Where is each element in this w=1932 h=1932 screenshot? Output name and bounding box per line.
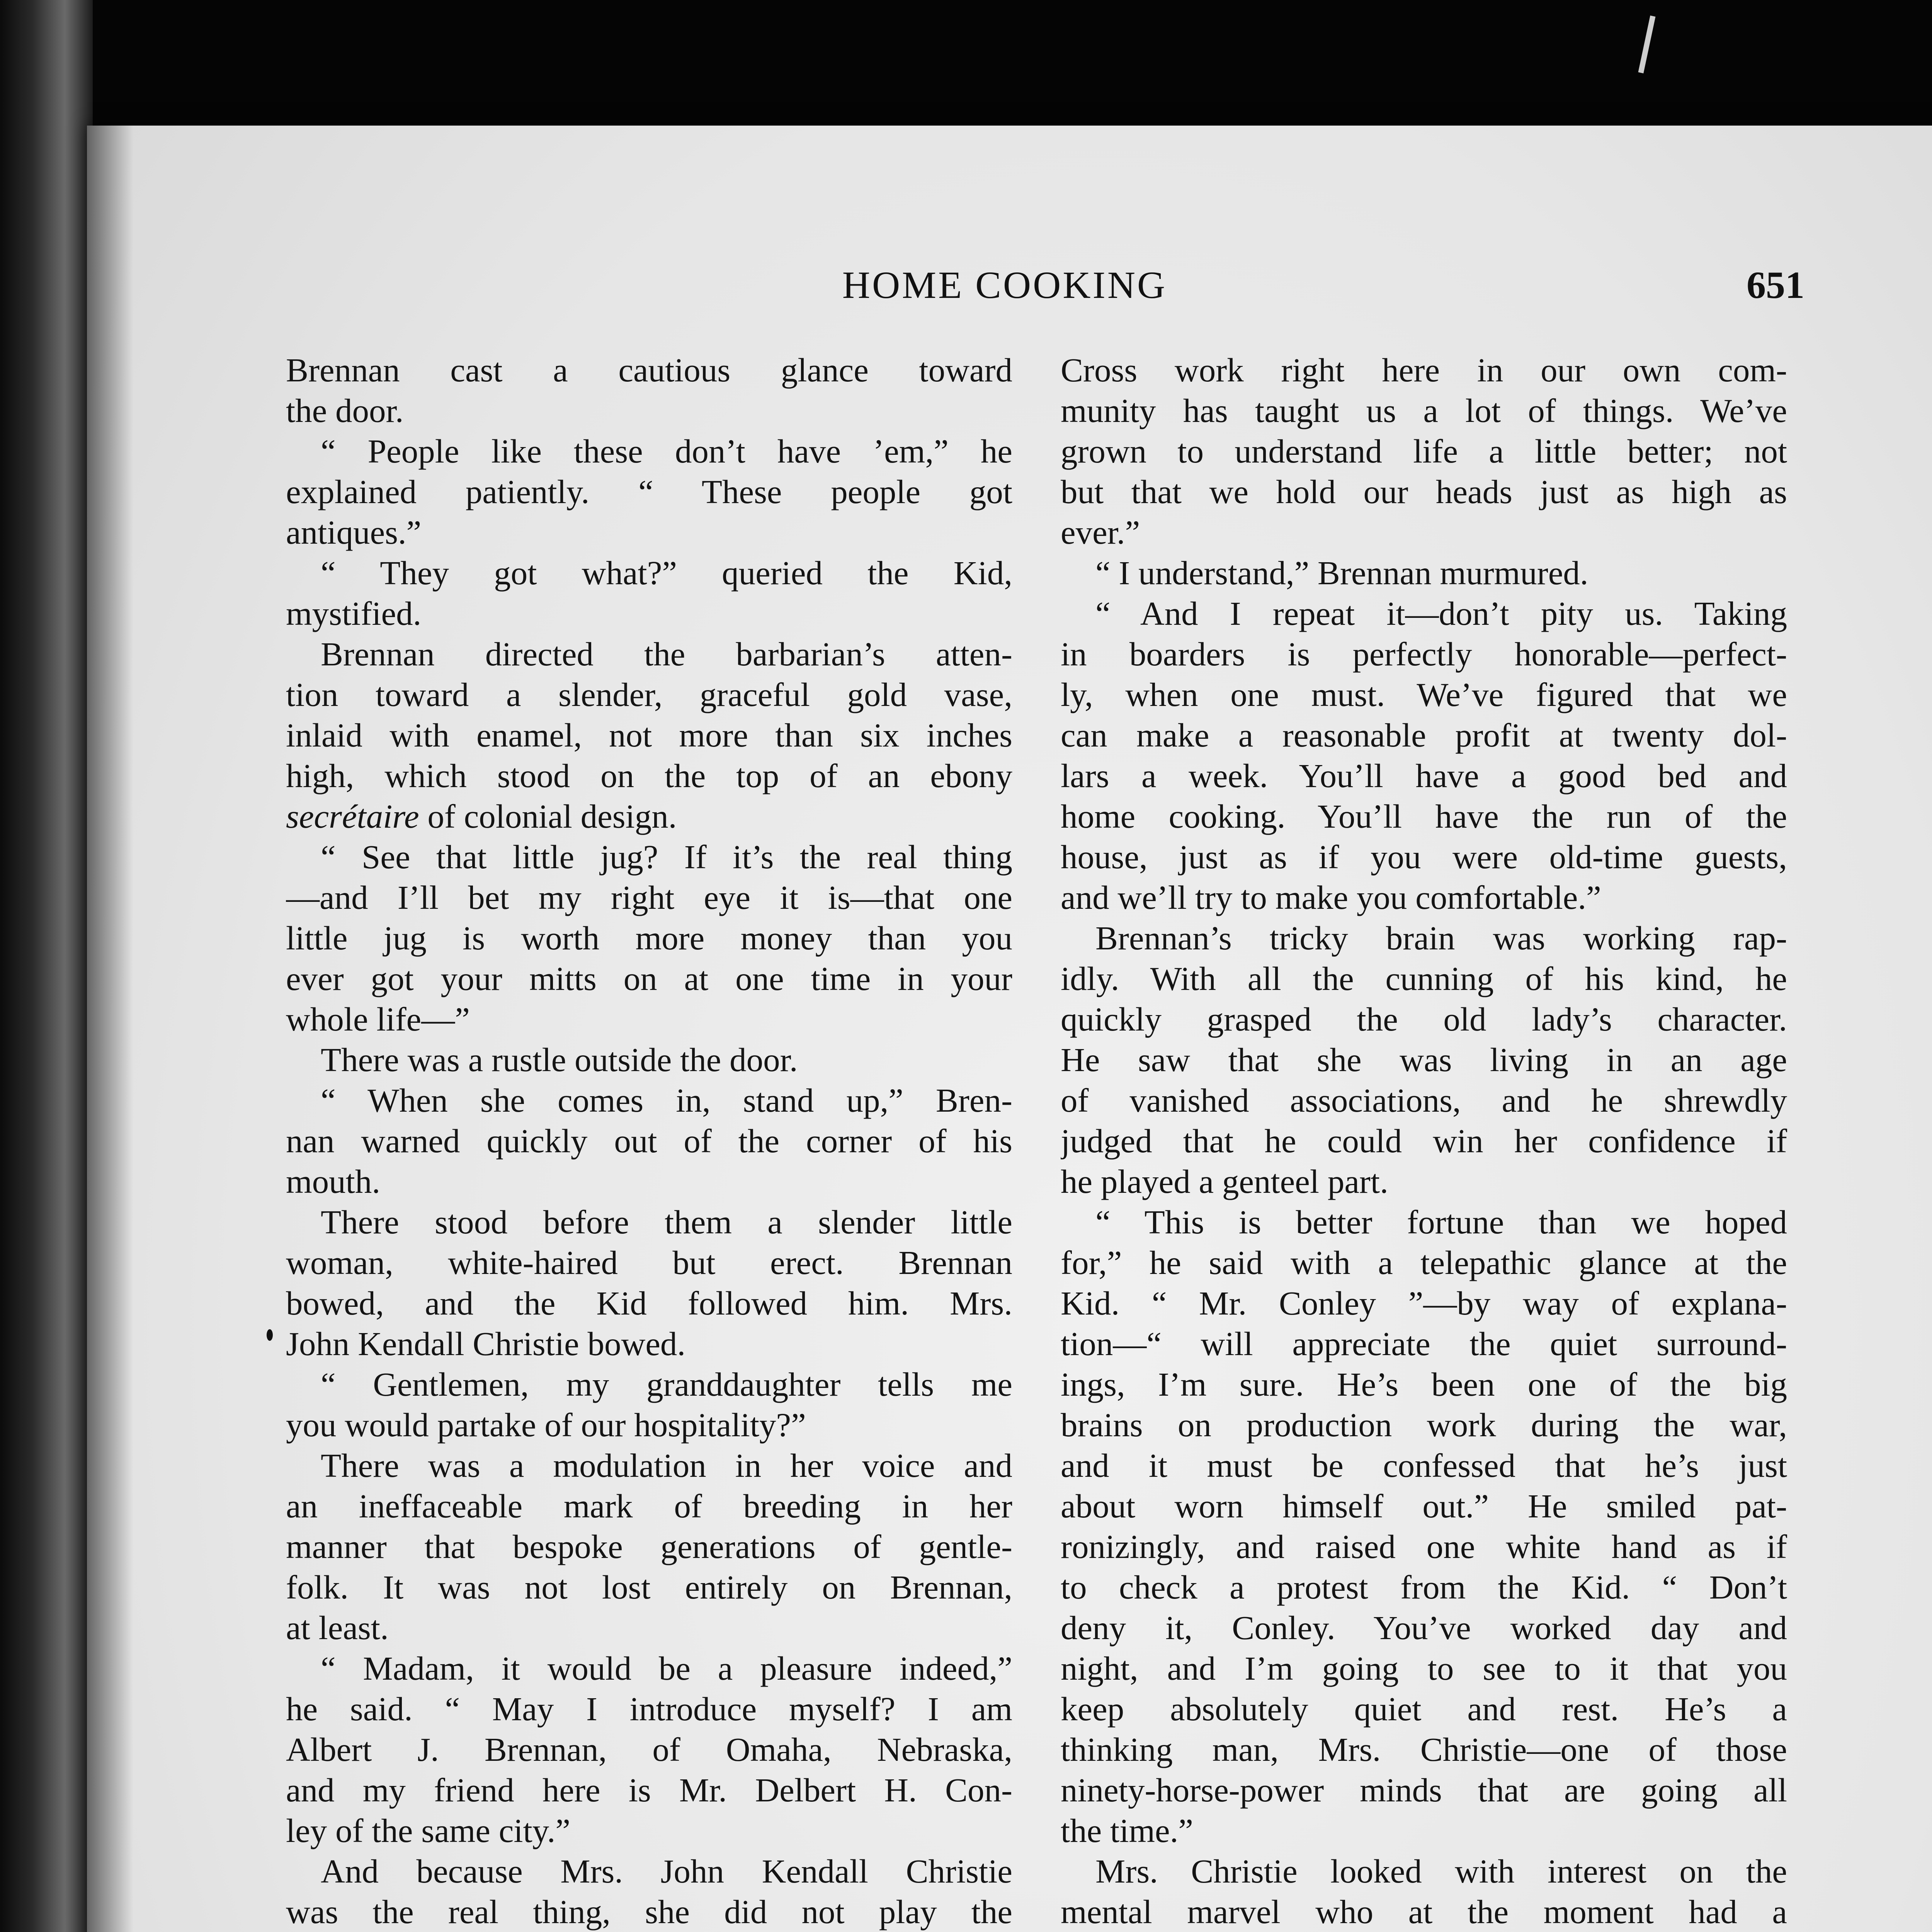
text-line: was the real thing, she did not play the (286, 1893, 1012, 1930)
text-line: bowed, and the Kid followed him. Mrs. (286, 1284, 1012, 1322)
text-line: antiques.” (286, 514, 422, 551)
print-speck (267, 1329, 273, 1341)
text-line: tion—“ will appreciate the quiet surround- (1061, 1325, 1787, 1362)
text-line: the door. (286, 392, 404, 429)
text-line: Brennan’s tricky brain was working rap- (1095, 919, 1787, 957)
text-line: “ Gentlemen, my granddaughter tells me (321, 1366, 1012, 1403)
text-line: thinking man, Mrs. Christie—one of those (1061, 1731, 1787, 1768)
page-number: 651 (1747, 264, 1804, 306)
text-line: mystified. (286, 595, 422, 632)
text-line: ings, I’m sure. He’s been one of the big (1061, 1366, 1787, 1403)
running-head: HOME COOKING (842, 264, 1167, 306)
text-line: whole life—” (286, 1000, 470, 1038)
text-line: tion toward a slender, graceful gold vase, (286, 676, 1012, 713)
text-line: There was a rustle outside the door. (321, 1041, 798, 1078)
text-line: “ People like these don’t have ’em,” he (321, 432, 1012, 470)
text-line: folk. It was not lost entirely on Brennan, (286, 1568, 1012, 1606)
text-line: little jug is worth more money than you (286, 919, 1012, 957)
text-line: “ Madam, it would be a pleasure indeed,” (321, 1650, 1012, 1687)
text-line: ever.” (1061, 514, 1140, 551)
text-line: Albert J. Brennan, of Omaha, Nebraska, (286, 1731, 1012, 1768)
text-line: ninety-horse-power minds that are going all (1061, 1771, 1787, 1809)
text-line: “ See that little jug? If it’s the real thing (321, 838, 1012, 876)
text-line: and my friend here is Mr. Delbert H. Con- (286, 1771, 1012, 1809)
text-line: the time.” (1061, 1812, 1194, 1849)
text-line: mouth. (286, 1163, 381, 1200)
text-line: explained patiently. “ These people got (286, 473, 1012, 510)
text-line: he said. “ May I introduce myself? I am (286, 1690, 1012, 1728)
text-line: for,” he said with a telepathic glance at the (1061, 1244, 1787, 1281)
text-line: secrétaire of colonial design. (286, 798, 677, 835)
text-line: munity has taught us a lot of things. We’ve (1061, 392, 1787, 429)
text-line: house, just as if you were old-time guests, (1061, 838, 1787, 876)
text-line: he played a genteel part. (1061, 1163, 1388, 1200)
text-line: Mrs. Christie looked with interest on the (1095, 1852, 1787, 1890)
text-line: There stood before them a slender little (321, 1203, 1012, 1241)
text-line: can make a reasonable profit at twenty dol- (1061, 716, 1787, 754)
text-line: you would partake of our hospitality?” (286, 1406, 806, 1444)
book-edge (0, 0, 93, 1932)
text-line: to check a protest from the Kid. “ Don’t (1061, 1568, 1787, 1606)
text-line: but that we hold our heads just as high as (1061, 473, 1787, 510)
text-line: and it must be confessed that he’s just (1061, 1447, 1787, 1484)
text-line: mental marvel who at the moment had a (1061, 1893, 1787, 1930)
text-line: There was a modulation in her voice and (321, 1447, 1012, 1484)
text-line: home cooking. You’ll have the run of the (1061, 798, 1787, 835)
text-line: judged that he could win her confidence if (1061, 1122, 1787, 1160)
text-line: deny it, Conley. You’ve worked day and (1061, 1609, 1787, 1646)
text-line: “ I understand,” Brennan murmured. (1095, 554, 1588, 592)
text-line: inlaid with enamel, not more than six inches (286, 716, 1012, 754)
text-line: grown to understand life a little better; not (1061, 432, 1787, 470)
text-line: nan warned quickly out of the corner of his (286, 1122, 1012, 1160)
text-line: ly, when one must. We’ve figured that we (1061, 676, 1787, 713)
text-line: lars a week. You’ll have a good bed and (1061, 757, 1787, 794)
text-line: Brennan directed the barbarian’s atten- (321, 635, 1012, 673)
text-line: at least. (286, 1609, 389, 1646)
text-line: “ This is better fortune than we hoped (1095, 1203, 1787, 1241)
scan-scratch (1638, 15, 1656, 73)
text-line: And because Mrs. John Kendall Christie (321, 1852, 1012, 1890)
text-line: an ineffaceable mark of breeding in her (286, 1487, 1012, 1525)
text-line: night, and I’m going to see to it that you (1061, 1650, 1787, 1687)
text-line: —and I’ll bet my right eye it is—that one (286, 879, 1012, 916)
text-line: John Kendall Christie bowed. (286, 1325, 686, 1362)
text-line: “ They got what?” queried the Kid, (321, 554, 1012, 592)
text-line: in boarders is perfectly honorable—perfect- (1061, 635, 1787, 673)
text-line: ever got your mitts on at one time in your (286, 960, 1012, 997)
text-line: keep absolutely quiet and rest. He’s a (1061, 1690, 1787, 1728)
text-line: brains on production work during the war, (1061, 1406, 1787, 1444)
text-line: idly. With all the cunning of his kind, he (1061, 960, 1787, 997)
text-line: high, which stood on the top of an ebony (286, 757, 1012, 794)
text-line: quickly grasped the old lady’s character. (1061, 1000, 1787, 1038)
left-column (286, 350, 1012, 1932)
text-line: ronizingly, and raised one white hand as if (1061, 1528, 1787, 1565)
text-line: about worn himself out.” He smiled pat- (1061, 1487, 1787, 1525)
text-line: and we’ll try to make you comfortable.” (1061, 879, 1601, 916)
text-line: “ When she comes in, stand up,” Bren- (321, 1082, 1012, 1119)
text-line: Cross work right here in our own com- (1061, 351, 1787, 389)
text-line: of vanished associations, and he shrewdly (1061, 1082, 1787, 1119)
right-column (1061, 350, 1787, 1932)
text-line: “ And I repeat it—don’t pity us. Taking (1095, 595, 1787, 632)
text-line: He saw that she was living in an age (1061, 1041, 1787, 1078)
text-line: Brennan cast a cautious glance toward (286, 351, 1012, 389)
gutter-shadow (87, 126, 133, 1932)
text-line: woman, white-haired but erect. Brennan (286, 1244, 1012, 1281)
text-line: ley of the same city.” (286, 1812, 570, 1849)
text-line: Kid. “ Mr. Conley ”—by way of explana- (1061, 1284, 1787, 1322)
text-line: manner that bespoke generations of gentle- (286, 1528, 1012, 1565)
